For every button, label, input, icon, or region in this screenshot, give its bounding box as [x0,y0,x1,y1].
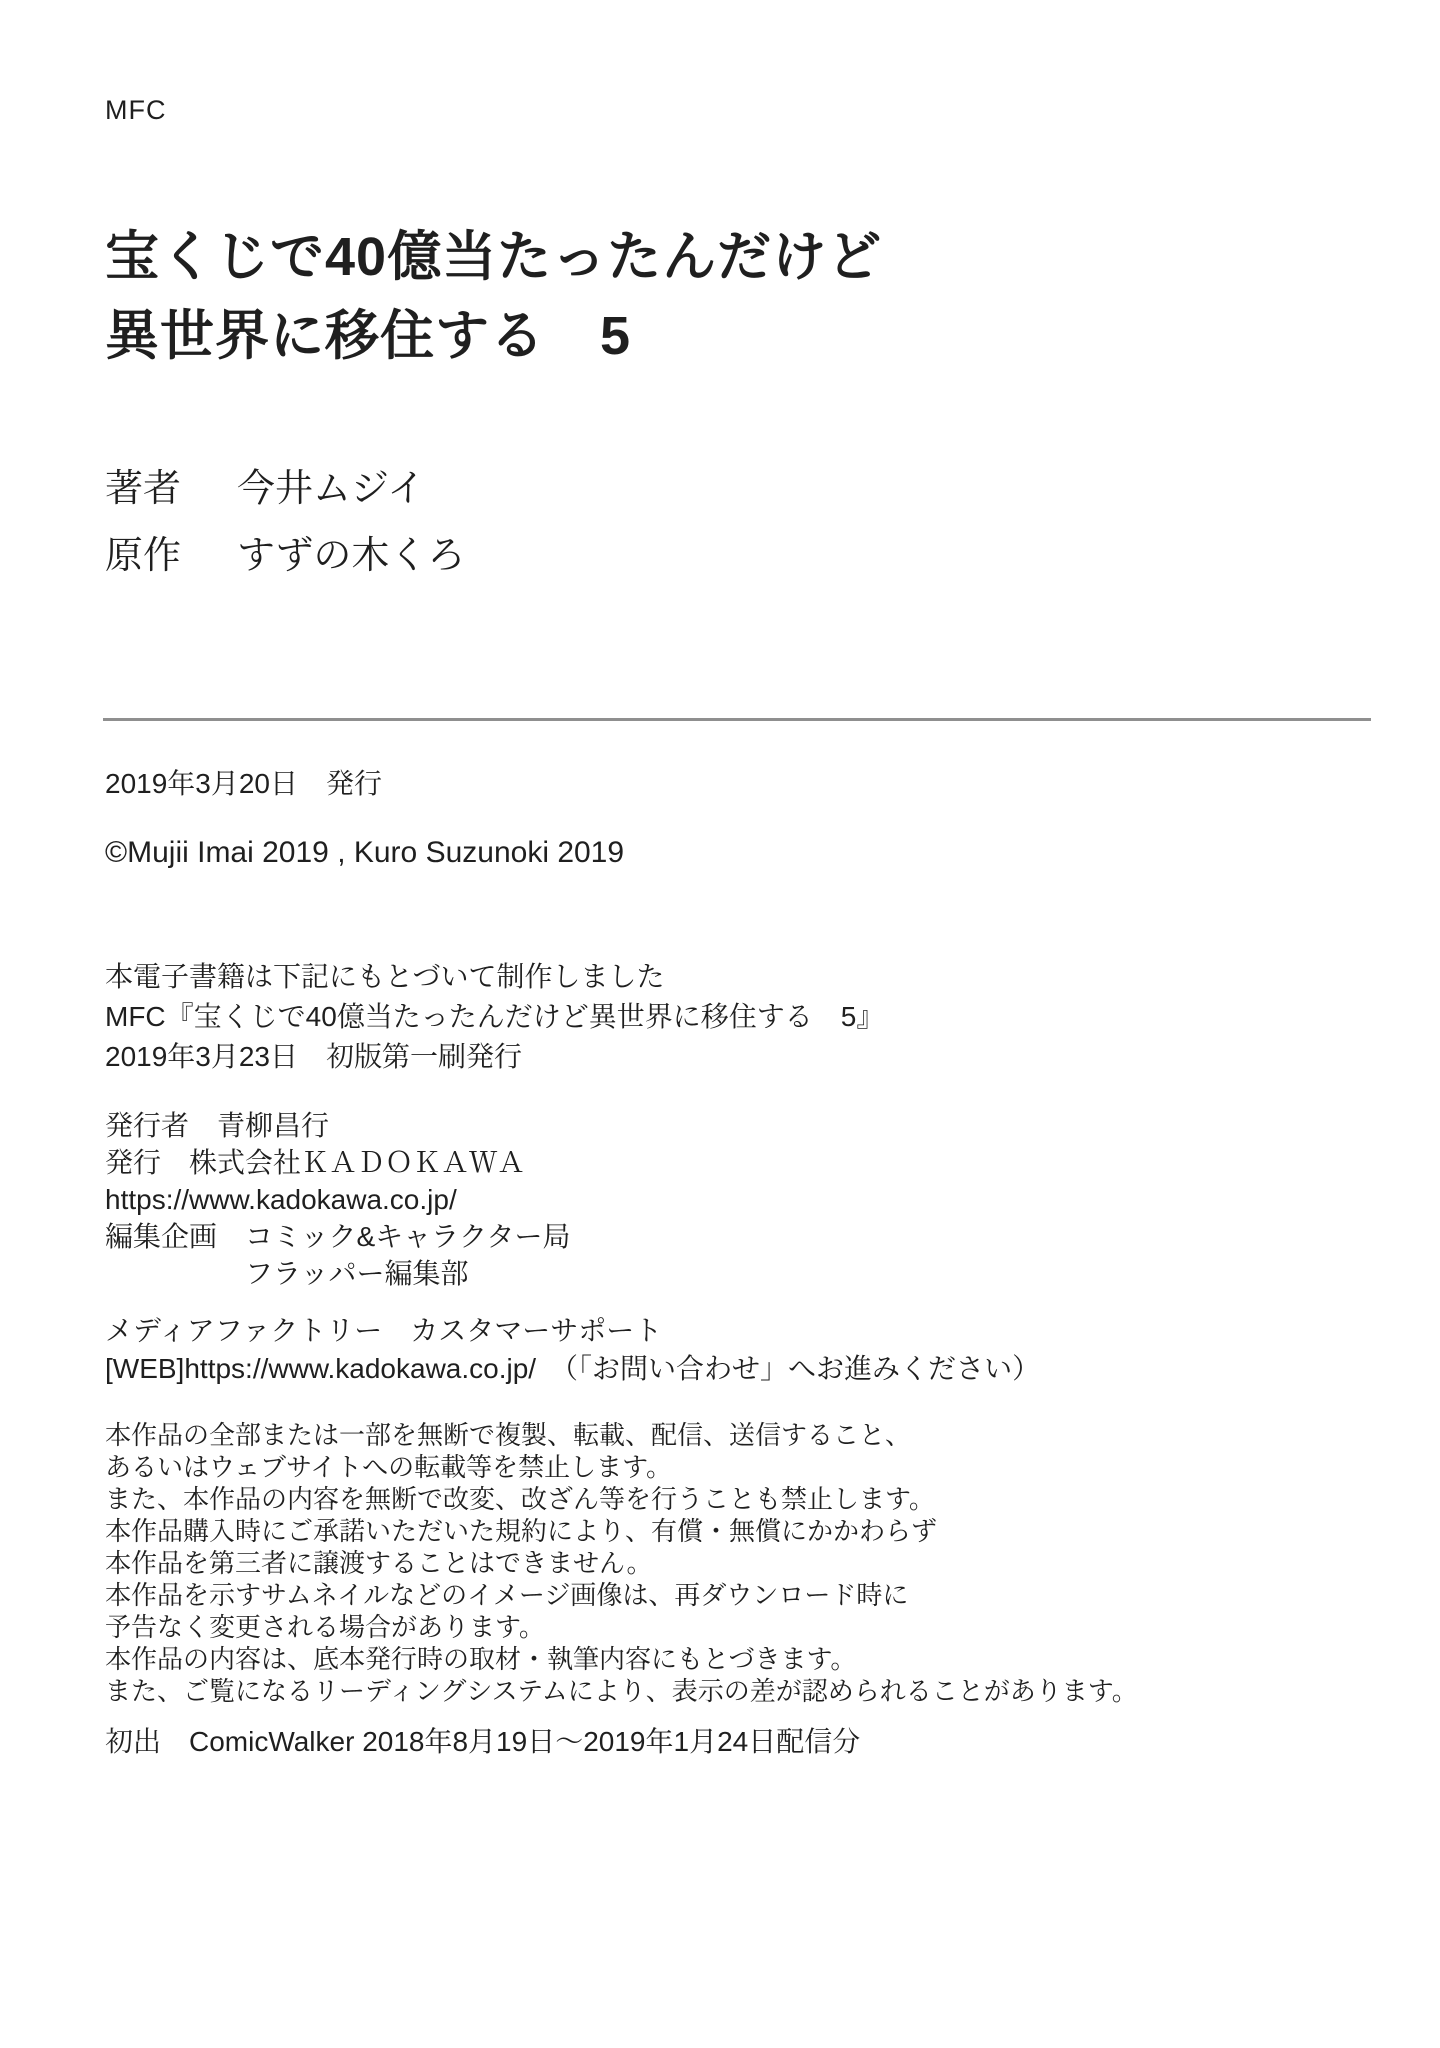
support-line: メディアファクトリー カスタマーサポート [105,1315,663,1346]
credit-role-author: 著者 [105,468,182,510]
horizontal-divider [103,718,1371,721]
support-url-line: [WEB]https://www.kadokawa.co.jp/ （「お問い合わせ」へお進みください） [105,1353,1041,1384]
credit-role-original-creator: 原作 [105,535,182,577]
legal-line: また、本作品の内容を無断で改変、改ざん等を行うことも禁止します。 [105,1484,935,1514]
publisher-line: 発行 株式会社ＫＡＤＯＫＡＷＡ [105,1147,526,1178]
book-title [105,218,882,376]
customer-support-block [105,1312,1040,1388]
publisher-line: 編集企画 コミック&キャラクター局 [105,1221,571,1252]
legal-line: また、ご覧になるリーディングシステムにより、表示の差が認められることがあります。 [105,1676,1138,1706]
legal-line: 本作品を示すサムネイルなどのイメージ画像は、再ダウンロード時に [105,1580,909,1610]
credits-block [105,456,465,590]
book-title-line-1: 宝くじで40億当たったんだけど [105,227,883,287]
credit-row-original-creator [105,523,465,590]
publisher-block [105,1107,571,1292]
publisher-line: 発行者 青柳昌行 [105,1110,330,1141]
source-edition-line: MFC『宝くじで40億当たったんだけど異世界に移住する 5』 [105,1001,885,1032]
credit-row-author [105,456,465,523]
publication-date: 2019年3月20日 発行 [105,768,383,799]
legal-line: 本作品を第三者に譲渡することはできません。 [105,1548,653,1578]
copyright-notice: ©Mujii Imai 2019 , Kuro Suzunoki 2019 [105,836,625,869]
book-title-line-2: 異世界に移住する 5 [105,306,632,366]
legal-line: 本作品の全部または一部を無断で複製、転載、配信、送信すること、 [105,1420,912,1450]
first-publication-note: 初出 ComicWalker 2018年8月19日～2019年1月24日配信分 [105,1726,861,1757]
credit-name-author: 今井ムジイ [237,468,426,510]
source-edition-line: 2019年3月23日 初版第一刷発行 [105,1041,523,1072]
imprint-label: MFC [105,95,167,125]
source-edition-line: 本電子書籍は下記にもとづいて制作しました [105,961,665,992]
legal-line: あるいはウェブサイトへの転載等を禁止します。 [105,1452,673,1482]
credit-name-original-creator: すずの木くろ [237,535,466,577]
publisher-line: フラッパー編集部 [105,1258,469,1289]
legal-line: 本作品の内容は、底本発行時の取材・執筆内容にもとづきます。 [105,1644,857,1674]
legal-line: 本作品購入時にご承諾いただいた規約により、有償・無償にかかわらず [105,1516,938,1546]
publisher-url: https://www.kadokawa.co.jp/ [105,1184,457,1215]
source-edition-block [105,957,884,1077]
legal-notice-block [105,1419,1138,1707]
legal-line: 予告なく変更される場合があります。 [105,1612,545,1642]
